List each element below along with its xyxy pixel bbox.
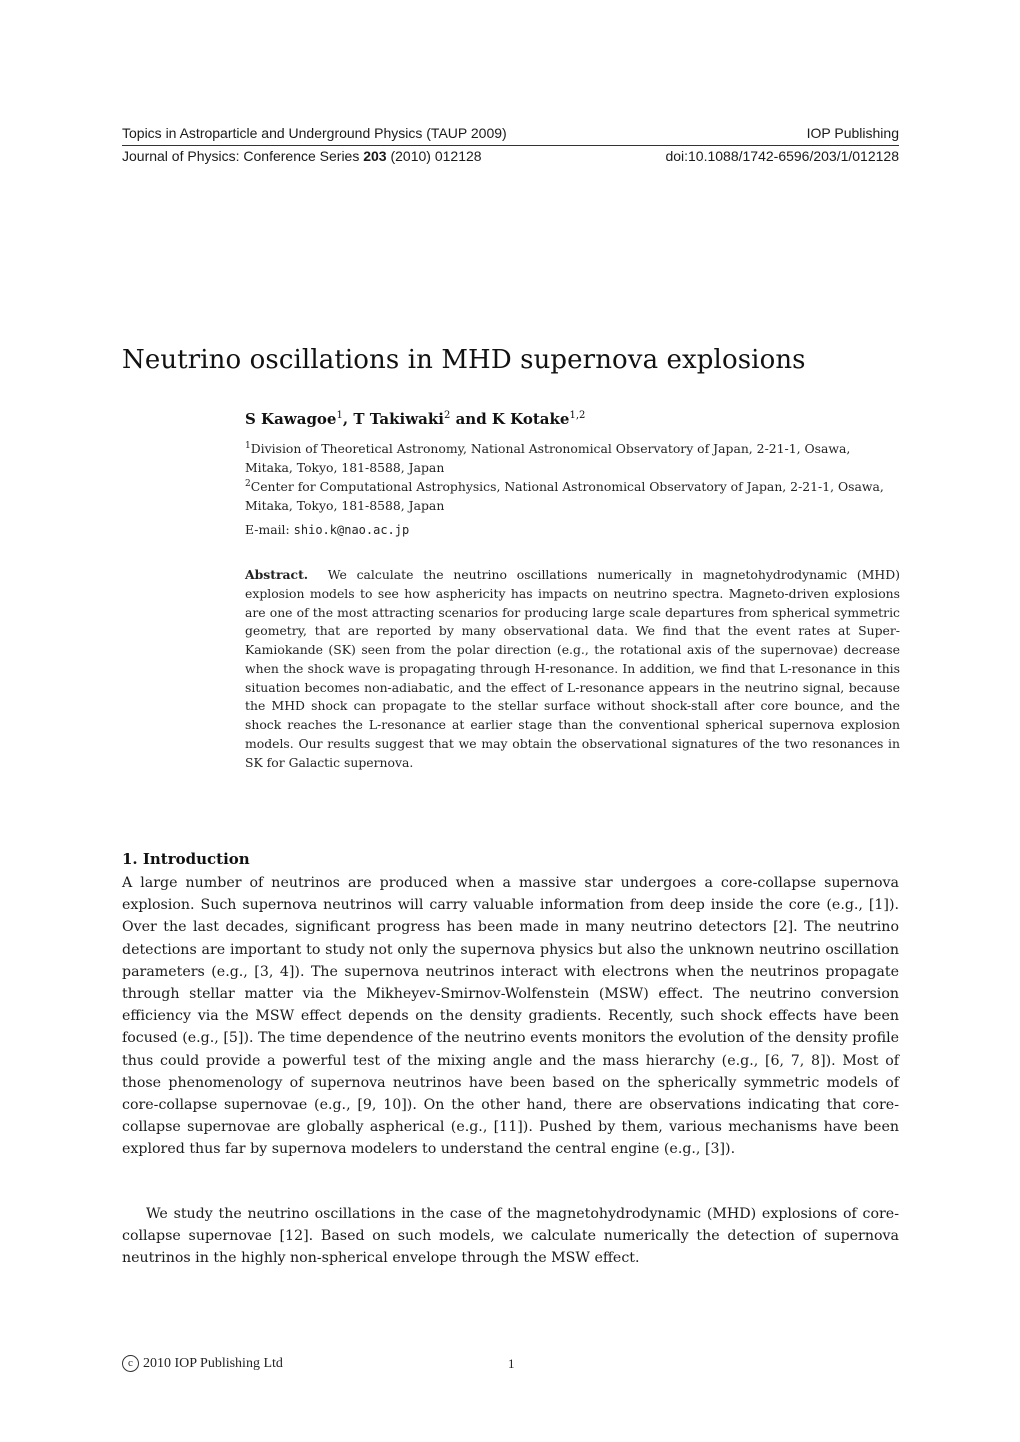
abstract-label: Abstract.	[245, 567, 309, 582]
author-name: K Kotake	[491, 410, 570, 428]
paper-title: Neutrino oscillations in MHD supernova explosions	[122, 345, 806, 375]
page-number: 1	[508, 1356, 515, 1371]
author-affiliation-mark: 2	[443, 410, 451, 421]
author-name: S Kawagoe	[245, 410, 337, 428]
journal-reference: Journal of Physics: Conference Series 203 (2010) 012128	[122, 148, 482, 164]
affiliation: $^2$Center for Computational Astrophysics, National Astronomical Observatory of Japan, 2-21-1, Osawa, Mitaka, Tokyo, 181-8588, Japan	[245, 479, 884, 513]
doi: doi:10.1088/1742-6596/203/1/012128	[665, 148, 899, 164]
body-paragraph: We study the neutrino oscillations in the case of the magnetohydrodynamic (MHD) explosions of core-collapse supernovae [12]. Based on such models, we calculate numerically the detection of supernova neutrinos in the highly non-spherical envelope through the MSW effect.	[122, 1206, 899, 1267]
email-address[interactable]: shio.k@nao.ac.jp	[293, 523, 410, 537]
conference-name: Topics in Astroparticle and Underground Physics (TAUP 2009)	[122, 125, 507, 141]
author-affiliation-mark: 1,2	[569, 410, 586, 421]
affiliation: $^1$Division of Theoretical Astronomy, National Astronomical Observatory of Japan, 2-21-1, Osawa, Mitaka, Tokyo, 181-8588, Japan	[245, 441, 851, 475]
abstract-text: We calculate the neutrino oscillations numerically in magnetohydrodynamic (MHD) explosion models to see how asphericity has impacts on neutrino spectra. Magneto-driven explosions are one of the most attracting scenarios for producing large scale departures from spherical symmetric geometry, that are reported by many observational data. We find that the event rates at Super-Kamiokande (SK) seen from the polar direction (e.g., the rotational axis of the supernovae) decrease when the shock wave is propagating through H-resonance. In addition, we find that L-resonance in this situation becomes non-adiabatic, and the effect of L-resonance appears in the neutrino signal, because the MHD shock can propagate to the stellar surface without shock-stall after core bounce, and the shock reaches the L-resonance at earlier stage than the conventional spherical supernova explosion models. Our results suggest that we may obtain the observational signatures of the two resonances in SK for Galactic supernova.	[245, 567, 900, 770]
journal-volume: 203	[363, 148, 387, 164]
author-list: S Kawagoe$^1$, T Takiwaki$^2$ and K Kotake$^{1,2}$	[245, 410, 586, 428]
contact-email: E-mail: shio.k@nao.ac.jp	[245, 522, 410, 537]
publisher-name: IOP Publishing	[806, 125, 899, 141]
running-header-bottom	[122, 148, 899, 164]
body-paragraph: A large number of neutrinos are produced when a massive star undergoes a core-collapse supernova explosion. Such supernova neutrinos will carry valuable information from deep inside the core (e.g., [1]). Over the last decades, significant progress has been made in many neutrino detectors [2]. The neutrino detections are important to study not only the supernova physics but also the unknown neutrino oscillation parameters (e.g., [3, 4]). The supernova neutrinos interact with electrons when the neutrinos propagate through stellar matter via the Mikheyev-Smirnov-Wolfenstein (MSW) effect. The neutrino conversion efficiency via the MSW effect depends on the density gradients. Recently, such shock effects have been focused (e.g., [5]). The time dependence of the neutrino events monitors the evolution of the density profile thus could provide a powerful test of the mixing angle and the mass hierarchy (e.g., [6, 7, 8]). Most of those phenomenology of supernova neutrinos have been based on the spherically symmetric models of core-collapse supernovae (e.g., [9, 10]). On the other hand, there are observations indicating that core-collapse supernovae are globally aspherical (e.g., [11]). Pushed by them, various mechanisms have been explored thus far by supernova modelers to understand the central engine (e.g., [3]).	[122, 875, 899, 1158]
header-rule	[122, 145, 899, 146]
section-heading: 1. Introduction	[122, 850, 250, 868]
abstract	[245, 566, 900, 772]
copyright-notice: c 2010 IOP Publishing Ltd	[122, 1355, 283, 1372]
copyright-icon: c	[122, 1355, 139, 1372]
author-name: T Takiwaki	[353, 410, 444, 428]
author-affiliation-mark: 1	[336, 410, 343, 421]
running-header-top	[122, 125, 899, 141]
